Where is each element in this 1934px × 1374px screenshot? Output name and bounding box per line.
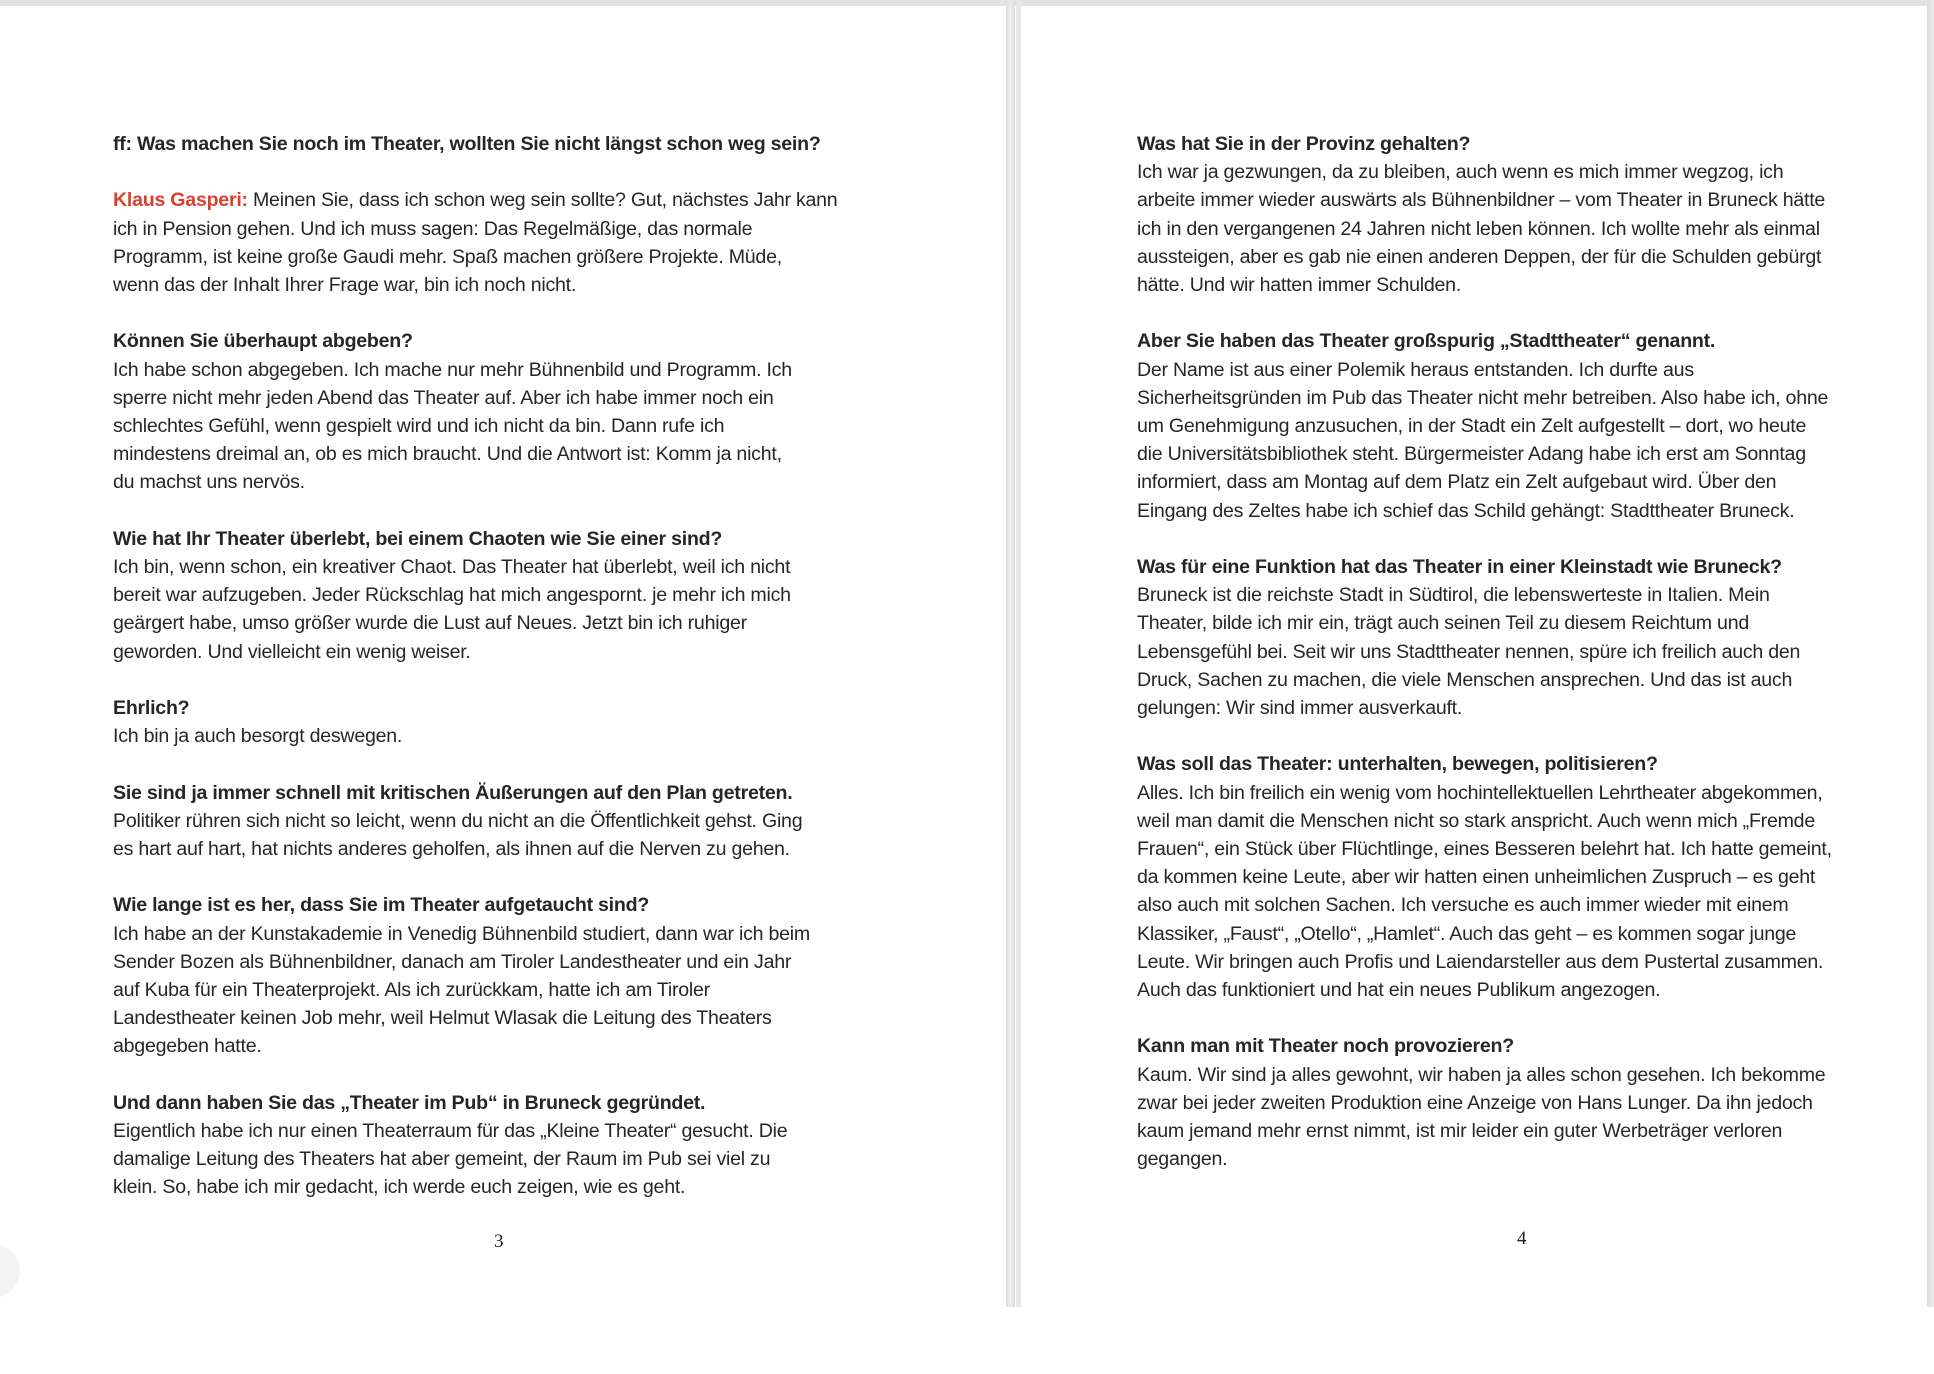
answer-line: du machst uns nervös. <box>113 471 305 494</box>
answer-line: um Genehmigung anzusuchen, in der Stadt ein Zelt aufgestellt – dort, wo heute <box>1137 415 1807 438</box>
answer-line: abgegeben hatte. <box>113 1035 262 1058</box>
answer-line: gelungen: Wir sind immer ausverkauft. <box>1137 697 1463 720</box>
interview-question: Kann man mit Theater noch provozieren? <box>1137 1035 1514 1058</box>
qa-block <box>113 1089 993 1202</box>
answer-line: es hart auf hart, hat nichts anderes geholfen, als ihnen auf die Nerven zu gehen. <box>113 838 790 860</box>
page-number: 4 <box>1517 1228 1527 1249</box>
answer-line: ich in den vergangenen 24 Jahren nicht leben können. Ich wollte mehr als einmal <box>1137 217 1820 240</box>
qa-block <box>113 779 993 864</box>
answer-line: Politiker rühren sich nicht so leicht, wenn du nicht an die Öffentlichkeit gehst. Ging <box>113 809 803 832</box>
answer-line: aussteigen, aber es gab nie einen anderen Deppen, der für die Schulden gebürgt <box>1137 245 1822 268</box>
answer-line: geärgert habe, umso größer wurde die Lust auf Neues. Jetzt bin ich ruhiger <box>113 612 747 635</box>
page-number: 3 <box>494 1231 504 1252</box>
interview-question: Können Sie überhaupt abgeben? <box>113 330 413 353</box>
answer-line: weil man damit die Menschen nicht so stark anspricht. Auch wenn mich „Fremde <box>1137 809 1815 832</box>
answer-line: Sender Bozen als Bühnenbildner, danach am Tiroler Landestheater und ein Jahr <box>113 950 792 973</box>
qa-block <box>113 694 993 750</box>
answer-text: Meinen Sie, dass ich schon weg sein sollte? Gut, nächstes Jahr kann <box>247 189 838 212</box>
qa-block <box>113 891 993 1060</box>
interview-question: ff: Was machen Sie noch im Theater, wollten Sie nicht längst schon weg sein? <box>113 133 821 155</box>
answer-line: Leute. Wir bringen auch Profis und Laiendarsteller aus dem Pustertal zusammen. <box>1137 950 1824 973</box>
answer-line: schlechtes Gefühl, wenn gespielt wird und ich nicht da bin. Dann rufe ich <box>113 415 725 437</box>
page-4-text <box>1137 130 1927 1202</box>
interview-question: Und dann haben Sie das „Theater im Pub“ in Bruneck gegründet. <box>113 1091 706 1114</box>
answer-line: Ich war ja gezwungen, da zu bleiben, auch wenn es mich immer wegzog, ich <box>1137 161 1784 184</box>
answer-line: die Universitätsbibliothek steht. Bürgermeister Adang habe ich erst am Sonntag <box>1137 443 1806 466</box>
answer-line: kaum jemand mehr ernst nimmt, ist mir leider ein guter Werbeträger verloren <box>1137 1120 1783 1143</box>
answer-line: Alles. Ich bin freilich ein wenig vom hochintellektuellen Lehrtheater abgekommen, <box>1137 781 1823 804</box>
interview-question: Aber Sie haben das Theater großspurig „Stadttheater“ genannt. <box>1137 330 1716 353</box>
document-page-3 <box>0 6 1006 1307</box>
answer-line: Der Name ist aus einer Polemik heraus entstanden. Ich durfte aus <box>1137 358 1694 381</box>
answer-line: Sicherheitsgründen im Pub das Theater nicht mehr betreiben. Also habe ich, ohne <box>1137 386 1829 409</box>
answer-line: sperre nicht mehr jeden Abend das Theater auf. Aber ich habe immer noch ein <box>113 386 774 409</box>
right-edge-scrollbar[interactable] <box>1927 0 1934 1307</box>
answer-line <box>113 186 993 214</box>
answer-line: Kaum. Wir sind ja alles gewohnt, wir haben ja alles schon gesehen. Ich bekomme <box>1137 1063 1826 1086</box>
answer-line: ich in Pension gehen. Und ich muss sagen: Das Regelmäßige, das normale <box>113 217 753 240</box>
answer-line: hätte. Und wir hatten immer Schulden. <box>1137 274 1462 297</box>
interview-question: Wie lange ist es her, dass Sie im Theater aufgetaucht sind? <box>113 894 650 917</box>
answer-line: Auch das funktioniert und hat ein neues Publikum angezogen. <box>1137 979 1661 1002</box>
answer-line: Ich habe an der Kunstakademie in Venedig Bühnenbild studiert, dann war ich beim <box>113 922 810 945</box>
answer-line: Programm, ist keine große Gaudi mehr. Spaß machen größere Projekte. Müde, <box>113 245 782 268</box>
answer-line: damalige Leitung des Theaters hat aber gemeint, der Raum im Pub sei viel zu <box>113 1148 771 1171</box>
speaker-name: Klaus Gasperi: <box>113 189 248 212</box>
qa-block <box>1137 327 1927 524</box>
qa-block <box>1137 553 1927 722</box>
answer-line: Eingang des Zeltes habe ich schief das Schild gehängt: Stadttheater Bruneck. <box>1137 499 1795 522</box>
answer-line: wenn das der Inhalt Ihrer Frage war, bin ich noch nicht. <box>113 274 577 296</box>
qa-block <box>113 130 993 158</box>
qa-block <box>113 525 993 666</box>
answer-line: gegangen. <box>1137 1148 1228 1171</box>
interview-question: Wie hat Ihr Theater überlebt, bei einem Chaoten wie Sie einer sind? <box>113 527 723 550</box>
answer-line: Klassiker, „Faust“, „Otello“, „Hamlet“. Auch das geht – es kommen sogar junge <box>1137 922 1797 945</box>
interview-question: Sie sind ja immer schnell mit kritischen Äußerungen auf den Plan getreten. <box>113 781 793 804</box>
answer-line: da kommen keine Leute, aber wir hatten einen unheimlichen Zuspruch – es geht <box>1137 866 1816 889</box>
answer-line: Ich bin, wenn schon, ein kreativer Chaot. Das Theater hat überlebt, weil ich nicht <box>113 556 791 578</box>
page-3-text <box>113 130 993 1230</box>
answer-line: zwar bei jeder zweiten Produktion eine Anzeige von Hans Lunger. Da ihn jedoch <box>1137 1091 1813 1114</box>
answer-line: Theater, bilde ich mir ein, trägt auch seinen Teil zu diesem Reichtum und <box>1137 612 1749 635</box>
answer-line: informiert, dass am Montag auf dem Platz ein Zelt aufgebaut wird. Über den <box>1137 471 1777 494</box>
answer-line: bereit war aufzugeben. Jeder Rückschlag hat mich angespornt. je mehr ich mich <box>113 584 791 607</box>
qa-block <box>113 186 993 299</box>
answer-line: Landestheater keinen Job mehr, weil Helmut Wlasak die Leitung des Theaters <box>113 1007 772 1030</box>
answer-line: arbeite immer wieder auswärts als Bühnenbildner – vom Theater in Bruneck hätte <box>1137 189 1826 212</box>
answer-line: Ich habe schon abgegeben. Ich mache nur mehr Bühnenbild und Programm. Ich <box>113 358 792 381</box>
qa-block <box>113 327 993 496</box>
interview-question: Was hat Sie in der Provinz gehalten? <box>1137 133 1471 155</box>
document-page-4 <box>1021 6 1927 1307</box>
interview-question: Was für eine Funktion hat das Theater in einer Kleinstadt wie Bruneck? <box>1137 556 1782 579</box>
answer-line: Eigentlich habe ich nur einen Theaterraum für das „Kleine Theater“ gesucht. Die <box>113 1120 788 1142</box>
answer-line: Ich bin ja auch besorgt deswegen. <box>113 725 403 748</box>
answer-line: mindestens dreimal an, ob es mich braucht. Und die Antwort ist: Komm ja nicht, <box>113 443 782 466</box>
answer-line: also auch mit solchen Sachen. Ich versuche es auch immer wieder mit einem <box>1137 894 1789 917</box>
page-gutter <box>1006 0 1015 1307</box>
qa-block <box>1137 130 1927 299</box>
answer-line: geworden. Und vielleicht ein wenig weiser. <box>113 640 471 663</box>
answer-line: Bruneck ist die reichste Stadt in Südtirol, die lebenswerteste in Italien. Mein <box>1137 584 1770 607</box>
qa-block <box>1137 1032 1927 1173</box>
answer-line: Frauen“, ein Stück über Flüchtlinge, eines Besseren belehrt hat. Ich hatte gemeint, <box>1137 838 1832 861</box>
qa-block <box>1137 750 1927 1004</box>
answer-line: klein. So, habe ich mir gedacht, ich werde euch zeigen, wie es geht. <box>113 1176 686 1199</box>
interview-question: Was soll das Theater: unterhalten, bewegen, politisieren? <box>1137 753 1658 776</box>
answer-line: Druck, Sachen zu machen, die viele Menschen ansprechen. Und das ist auch <box>1137 668 1793 691</box>
answer-line: auf Kuba für ein Theaterprojekt. Als ich zurückkam, hatte ich am Tiroler <box>113 979 710 1001</box>
answer-line: Lebensgefühl bei. Seit wir uns Stadttheater nennen, spüre ich freilich auch den <box>1137 640 1801 663</box>
interview-question: Ehrlich? <box>113 697 190 719</box>
